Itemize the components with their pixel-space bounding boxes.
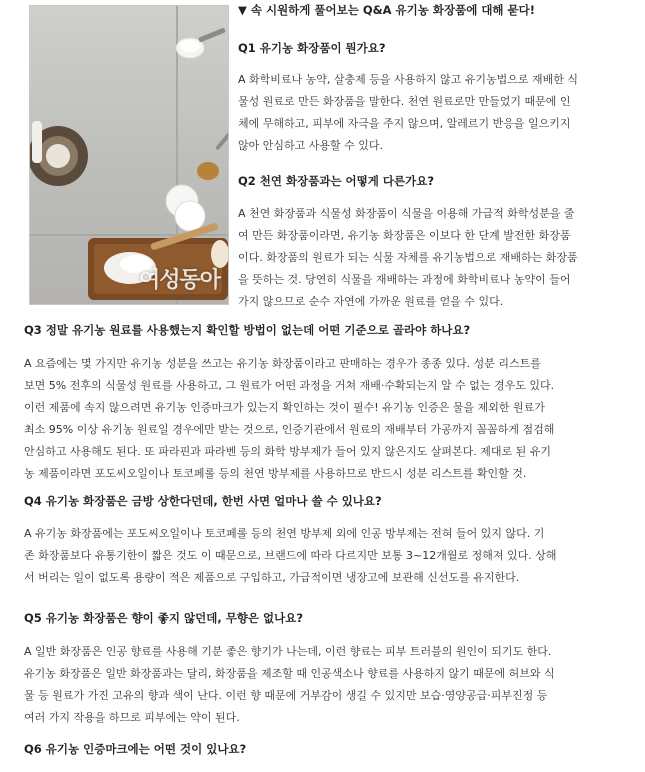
question-1: Q1 유기농 화장품이 뭔가요? [238,41,386,55]
answer-line: 이다. 화장품의 원료가 되는 식물 자체를 유기농법으로 재배하는 화장품 [238,251,578,264]
question-4: Q4 유기농 화장품은 금방 상한다던데, 한번 사면 얼마나 쓸 수 있나요? [24,494,382,508]
article-title: ▼ 속 시원하게 풀어보는 Q&A 유기농 화장품에 대해 묻다! [238,3,536,17]
answer-line: 않아 안심하고 사용할 수 있다. [238,139,383,152]
answer-line: 유기농 화장품은 일반 화장품과는 달리, 화장품을 제조할 때 인공색소나 향료를 사용하지 않기 때문에 허브와 식 [24,667,555,680]
answer-line: A 유기농 화장품에는 포도씨오일이나 토코페롤 등의 천연 방부제 외에 인공 방부제는 전혀 들어 있지 않다. 기 [24,527,545,540]
answer-line: 물성 원료로 만든 화장품을 말한다. 천연 원료로만 만들었기 때문에 인 [238,95,571,108]
answer-line: 체에 무해하고, 피부에 자극을 주지 않으며, 알레르기 반응을 일으키지 [238,117,571,130]
answer-line: A 천연 화장품과 식물성 화장품이 식물을 이용해 가급적 화학성분을 줄 [238,207,575,220]
answer-line: 농 제품이라면 포도씨오일이나 토코페롤 등의 천연 방부제를 사용하므로 반드시 성분 리스트를 확인할 것. [24,467,527,480]
question-6: Q6 유기농 인증마크에는 어떤 것이 있나요? [24,742,247,756]
answer-2 [238,203,578,313]
answer-line: 여러 가지 작용을 하므로 피부에는 약이 된다. [24,711,240,724]
cosmetics-illustration [30,6,229,305]
question-2: Q2 천연 화장품과는 어떻게 다른가요? [238,174,434,188]
answer-line: 을 뜻하는 것. 당연히 식물을 재배하는 과정에 화학비료나 농약이 들어 [238,273,571,286]
answer-line: 가지 않으므로 순수 자연에 가까운 원료를 얻을 수 있다. [238,295,504,308]
question-5: Q5 유기농 화장품은 향이 좋지 않던데, 무향은 없나요? [24,611,304,625]
answer-line: 서 버리는 일이 없도록 용량이 적은 제품으로 구입하고, 가급적이면 냉장고에 보관해 신선도를 유지한다. [24,571,520,584]
cosmetics-photo [29,5,229,305]
answer-line: 안심하고 사용해도 된다. 또 파라핀과 파라벤 등의 화학 방부제가 들어 있지 않은지도 살펴본다. 제대로 된 유기 [24,445,551,458]
answer-line: 이런 제품에 속지 않으려면 유기농 인증마크가 있는지 확인하는 것이 필수! 유기농 인증은 물을 제외한 원료가 [24,401,545,414]
answer-1 [238,69,578,157]
answer-line: 최소 95% 이상 유기농 원료일 경우에만 받는 것으로, 인증기관에서 원료의 재배부터 가공까지 꼼꼼하게 점검해 [24,423,555,436]
answer-line: 여 만든 화장품이라면, 유기농 화장품은 이보다 한 단계 발전한 화장품 [238,229,571,242]
answer-5 [24,641,555,729]
answer-line: A 화학비료나 농약, 살충제 등을 사용하지 않고 유기농법으로 재배한 식 [238,73,579,86]
answer-line: 보면 5% 전후의 식물성 원료를 사용하고, 그 원료가 어떤 과정을 거쳐 재배·수확되는지 알 수 없는 경우도 있다. [24,379,555,392]
photo-watermark: 여성동아 [138,268,220,293]
answer-line: 물 등 원료가 가진 고유의 향과 색이 난다. 이런 향 때문에 거부감이 생길 수 있지만 보습·영양공급·피부진정 등 [24,689,548,702]
answer-line: 존 화장품보다 유통기한이 짧은 것도 이 때문으로, 브랜드에 따라 다르지만 보통 3~12개월로 정해져 있다. 상해 [24,549,557,562]
answer-4 [24,523,556,589]
answer-line: A 일반 화장품은 인공 향료를 사용해 기분 좋은 향기가 나는데, 이런 향료는 피부 트러블의 원인이 되기도 한다. [24,645,552,658]
answer-line: A 요즘에는 몇 가지만 유기농 성분을 쓰고는 유기농 화장품이라고 판매하는 경우가 종종 있다. 성분 리스트를 [24,357,541,370]
question-3: Q3 정말 유기농 원료를 사용했는지 확인할 방법이 없는데 어떤 기준으로 골라야 하나요? [24,323,471,337]
answer-3 [24,353,554,485]
